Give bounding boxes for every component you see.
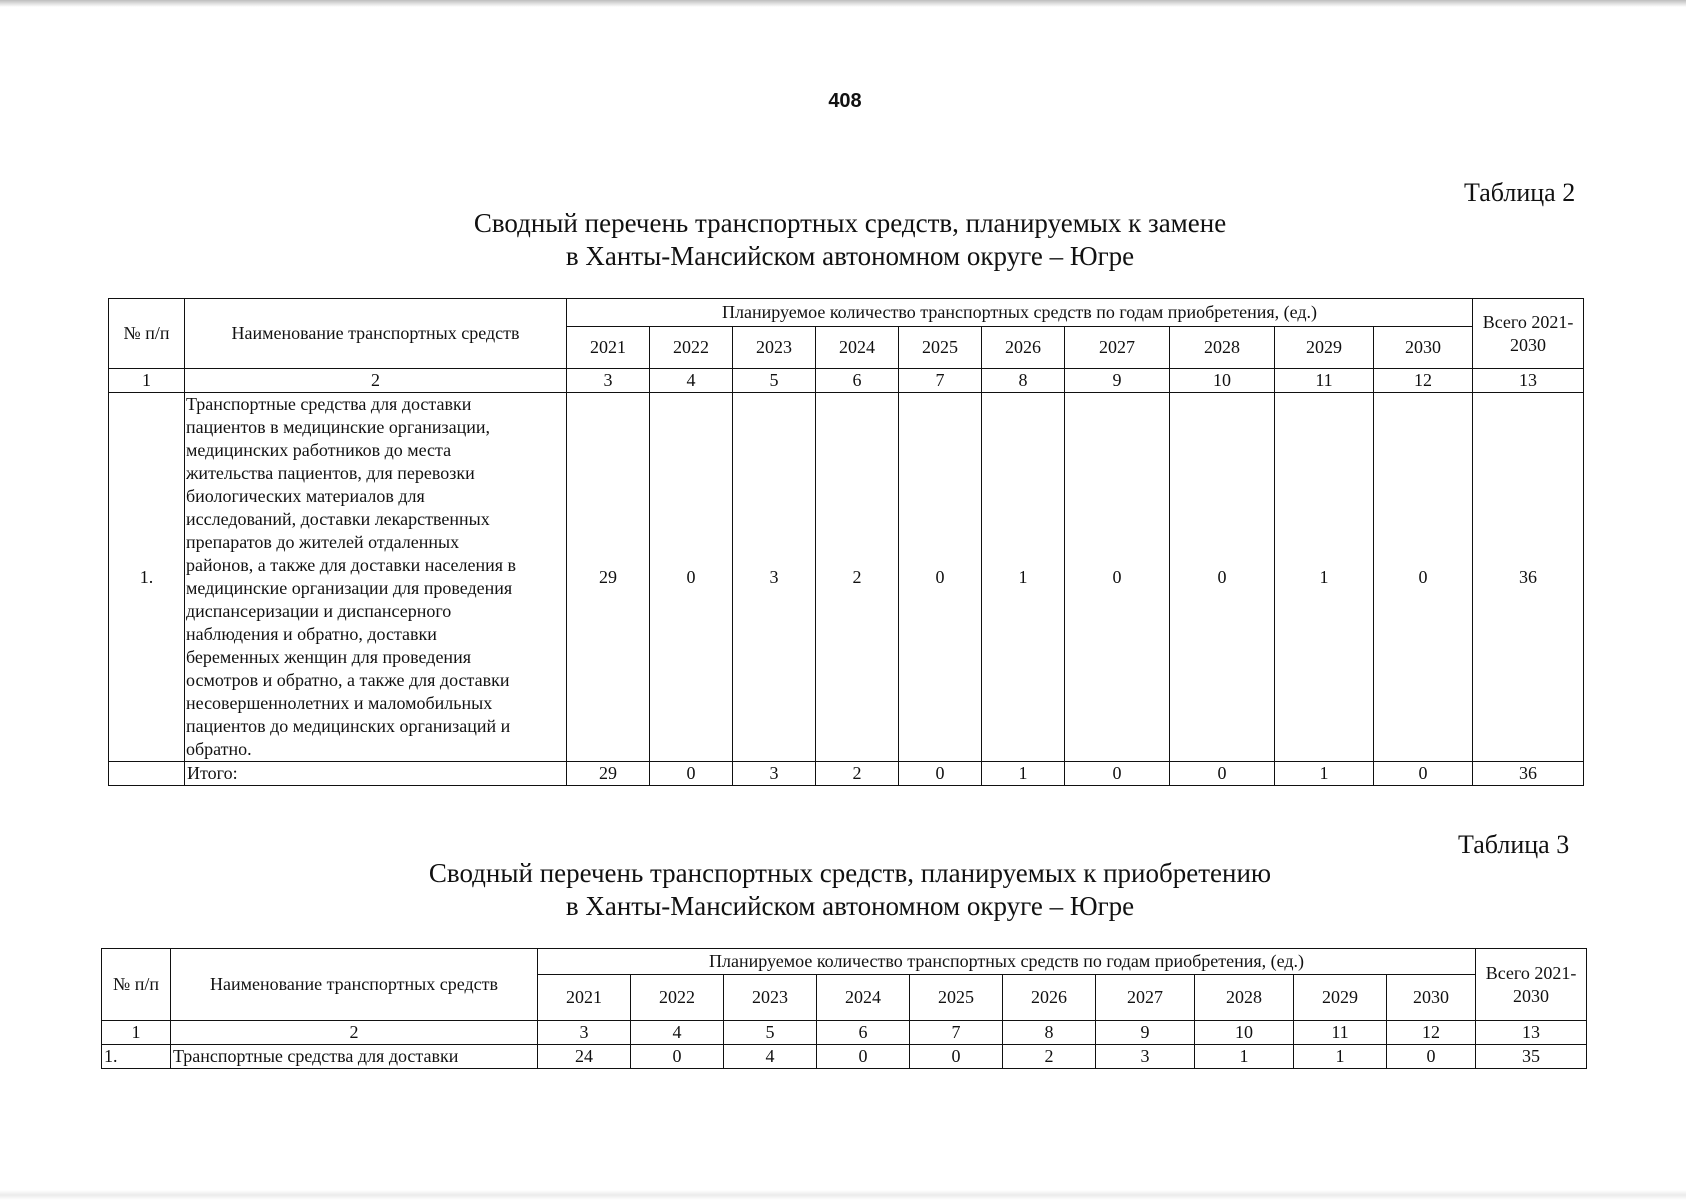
column-number: 5 [724,1021,817,1045]
row-num: 1. [109,393,185,762]
table-3-title [290,857,1410,923]
row-value: 0 [899,393,982,762]
table-3 [101,948,1587,1069]
column-number-row [102,1021,1587,1045]
column-number: 12 [1387,1021,1476,1045]
table-3-title-line-1: Сводный перечень транспортных средств, планируемых к приобретению [428,858,1272,888]
column-number: 8 [982,369,1065,393]
header-total: Всего 2021-2030 [1473,299,1584,369]
header-year: 2025 [910,975,1003,1021]
summary-value: 0 [1374,762,1473,786]
summary-total: 36 [1473,762,1584,786]
column-number: 6 [817,1021,910,1045]
row-name-line: жительства пациентов, для перевозки [186,463,475,483]
table-row [109,393,1584,762]
header-year: 2030 [1387,975,1476,1021]
row-total: 36 [1473,393,1584,762]
row-name [185,393,567,762]
row-value: 0 [1387,1045,1476,1069]
summary-value: 0 [1170,762,1275,786]
row-name-line: биологических материалов для [186,486,425,506]
header-year: 2024 [816,327,899,369]
column-number: 10 [1170,369,1275,393]
table-row [102,1045,1587,1069]
header-num: № п/п [102,949,171,1021]
row-name-line: пациентов до медицинских организаций и [186,716,511,736]
row-value: 0 [1374,393,1473,762]
header-year: 2027 [1065,327,1170,369]
header-year: 2028 [1170,327,1275,369]
header-year: 2028 [1195,975,1294,1021]
table-2-title-line-2: в Ханты-Мансийском автономном округе – Югре [565,241,1135,271]
row-name-line: медицинских работников до места [186,440,452,460]
summary-value: 29 [567,762,650,786]
summary-value: 0 [899,762,982,786]
table-2-label: Таблица 2 [1464,178,1576,207]
header-year: 2024 [817,975,910,1021]
row-value: 0 [817,1045,910,1069]
row-value: 1 [982,393,1065,762]
scan-edge-top [0,0,1686,7]
row-name: Транспортные средства для доставки [171,1045,538,1069]
row-num: 1. [102,1045,171,1069]
header-planned: Планируемое количество транспортных средств по годам приобретения, (ед.) [567,299,1473,327]
row-value: 1 [1275,393,1374,762]
column-number: 3 [538,1021,631,1045]
header-total: Всего 2021-2030 [1476,949,1587,1021]
row-name-line: диспансеризации и диспансерного [186,601,452,621]
summary-num [109,762,185,786]
header-year: 2029 [1275,327,1374,369]
summary-value: 1 [1275,762,1374,786]
column-number: 13 [1476,1021,1587,1045]
row-total: 35 [1476,1045,1587,1069]
header-name: Наименование транспортных средств [185,299,567,369]
table-2-header-row-1 [109,299,1584,327]
column-number: 9 [1065,369,1170,393]
summary-label: Итого: [185,762,567,786]
header-year: 2022 [631,975,724,1021]
column-number: 6 [816,369,899,393]
column-number: 7 [899,369,982,393]
row-value: 0 [1065,393,1170,762]
column-number: 7 [910,1021,1003,1045]
column-number: 2 [171,1021,538,1045]
table-3-title-line-2: в Ханты-Мансийском автономном округе – Югре [565,891,1135,921]
table-2-title-line-1: Сводный перечень транспортных средств, планируемых к замене [473,208,1227,238]
header-year: 2030 [1374,327,1473,369]
row-name-line: обратно. [186,739,252,759]
header-year: 2026 [1003,975,1096,1021]
column-number-row [109,369,1584,393]
table-3-header-row-1 [102,949,1587,975]
column-number: 5 [733,369,816,393]
table-2-title [330,207,1370,273]
row-value: 0 [910,1045,1003,1069]
row-name-line: несовершеннолетних и маломобильных [186,693,493,713]
column-number: 4 [631,1021,724,1045]
header-name: Наименование транспортных средств [171,949,538,1021]
header-year: 2026 [982,327,1065,369]
summary-value: 0 [1065,762,1170,786]
row-name-line: осмотров и обратно, а также для доставки [186,670,510,690]
header-year: 2029 [1294,975,1387,1021]
row-name-line: беременных женщин для проведения [186,647,471,667]
summary-value: 3 [733,762,816,786]
row-value: 0 [1170,393,1275,762]
column-number: 1 [109,369,185,393]
row-value: 1 [1195,1045,1294,1069]
summary-value: 1 [982,762,1065,786]
table-2 [108,298,1584,786]
header-year: 2023 [724,975,817,1021]
header-num: № п/п [109,299,185,369]
header-planned: Планируемое количество транспортных средств по годам приобретения, (ед.) [538,949,1476,975]
column-number: 13 [1473,369,1584,393]
row-name-line: Транспортные средства для доставки [186,394,472,414]
column-number: 3 [567,369,650,393]
row-value: 2 [816,393,899,762]
row-name-line: районов, а также для доставки населения в [186,555,517,575]
summary-value: 2 [816,762,899,786]
row-value: 0 [650,393,733,762]
header-year: 2025 [899,327,982,369]
row-name-line: препаратов до жителей отдаленных [186,532,460,552]
header-year: 2021 [538,975,631,1021]
column-number: 11 [1294,1021,1387,1045]
column-number: 11 [1275,369,1374,393]
row-value: 0 [631,1045,724,1069]
header-year: 2027 [1096,975,1195,1021]
column-number: 2 [185,369,567,393]
row-value: 29 [567,393,650,762]
row-name-line: исследований, доставки лекарственных [186,509,490,529]
column-number: 8 [1003,1021,1096,1045]
column-number: 1 [102,1021,171,1045]
header-year: 2021 [567,327,650,369]
row-value: 1 [1294,1045,1387,1069]
row-name-line: медицинские организации для проведения [186,578,513,598]
header-year: 2022 [650,327,733,369]
column-number: 4 [650,369,733,393]
row-value: 3 [1096,1045,1195,1069]
row-value: 24 [538,1045,631,1069]
row-value: 3 [733,393,816,762]
summary-value: 0 [650,762,733,786]
column-number: 9 [1096,1021,1195,1045]
row-name-line: пациентов в медицинские организации, [186,417,490,437]
row-value: 2 [1003,1045,1096,1069]
scan-edge-bottom [0,1190,1686,1200]
table-3-label: Таблица 3 [1458,830,1570,859]
column-number: 10 [1195,1021,1294,1045]
row-value: 4 [724,1045,817,1069]
column-number: 12 [1374,369,1473,393]
summary-row [109,762,1584,786]
header-year: 2023 [733,327,816,369]
page-number: 408 [828,90,862,112]
row-name-line: наблюдения и обратно, доставки [186,624,437,644]
